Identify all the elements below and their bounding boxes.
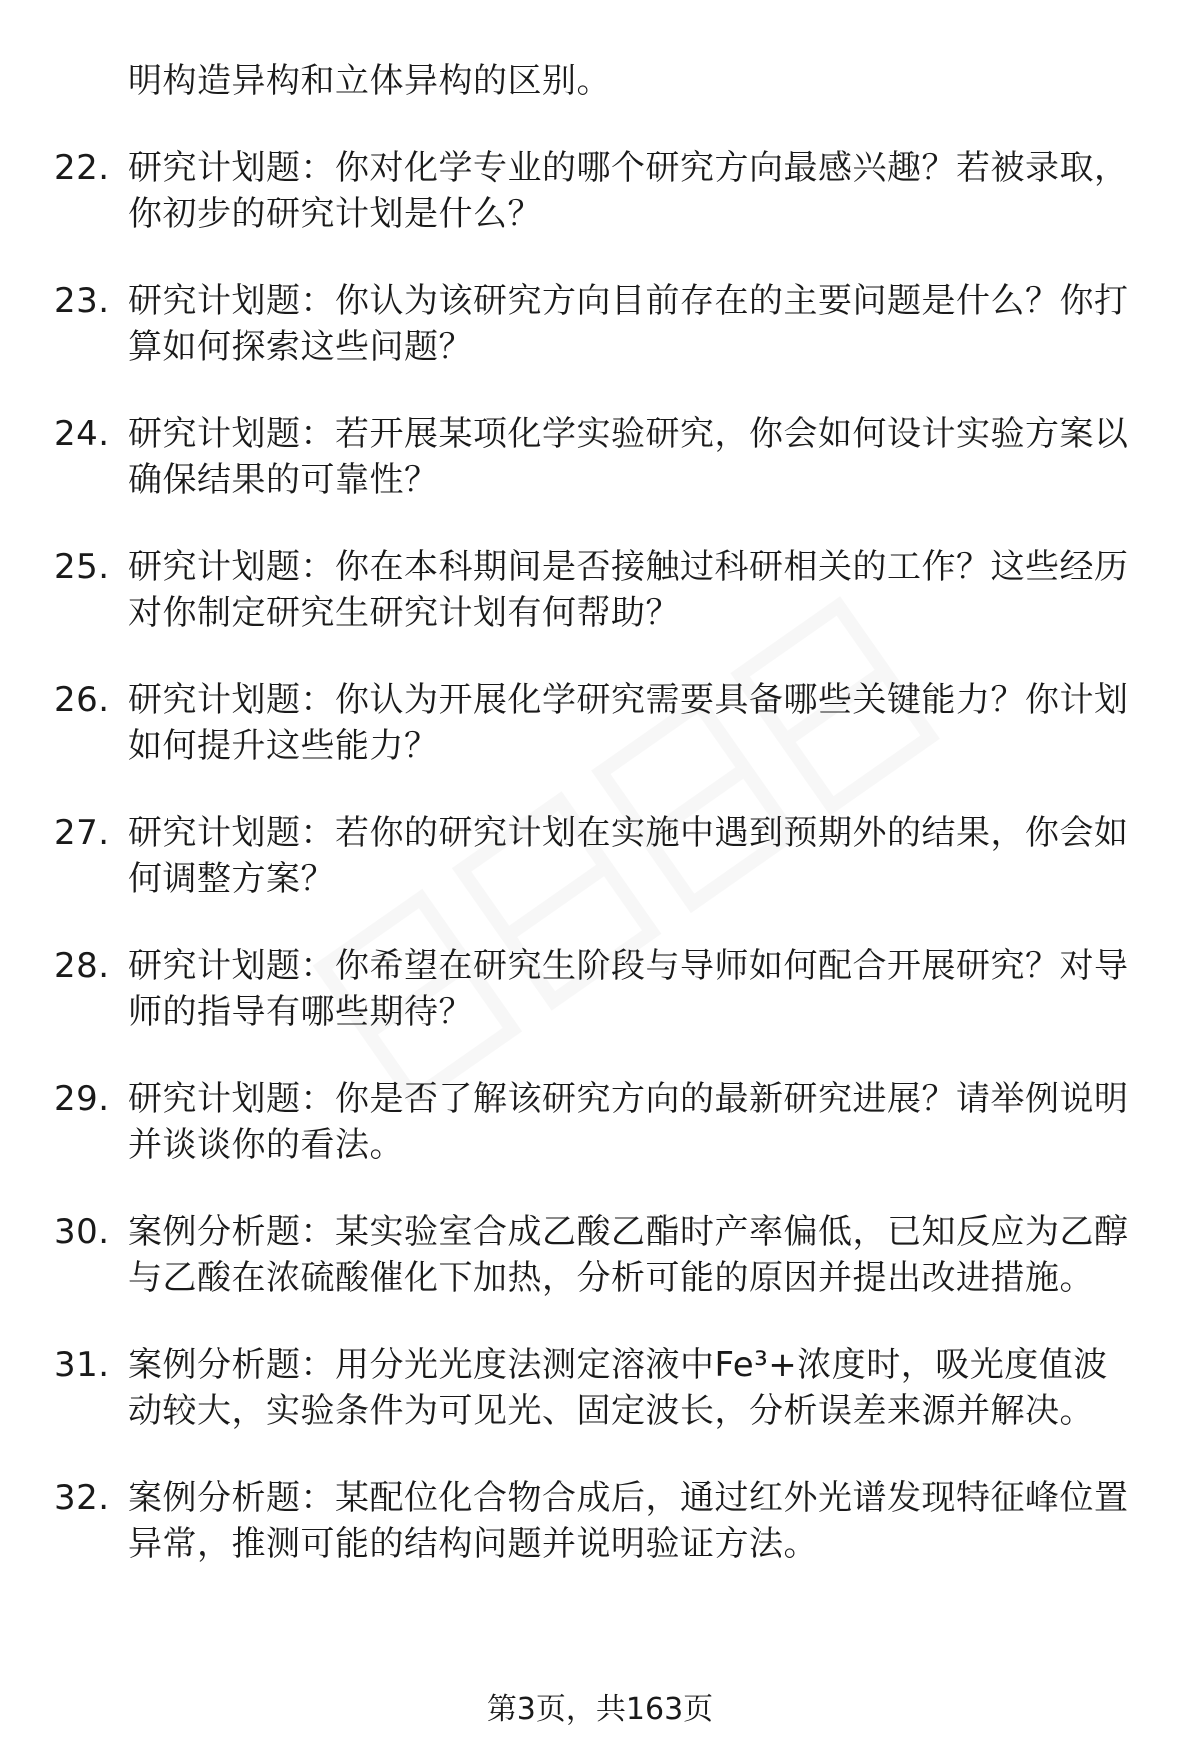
question-number: 24. — [54, 414, 110, 454]
question-text: 研究计划题：若开展某项化学实验研究，你会如何设计实验方案以确保结果的可靠性？ — [128, 414, 1129, 500]
list-item — [0, 145, 1138, 237]
question-number: 30. — [54, 1212, 110, 1252]
list-item — [0, 1475, 1138, 1567]
question-text: 研究计划题：你对化学专业的哪个研究方向最感兴趣？若被录取，你初步的研究计划是什么？ — [128, 148, 1129, 234]
question-text: 研究计划题：你希望在研究生阶段与导师如何配合开展研究？对导师的指导有哪些期待？ — [128, 946, 1129, 1032]
list-item — [0, 278, 1138, 370]
question-number: 25. — [54, 547, 110, 587]
continuation-text: 明构造异构和立体异构的区别。 — [128, 61, 611, 101]
question-number: 29. — [54, 1079, 110, 1119]
question-text: 研究计划题：你认为该研究方向目前存在的主要问题是什么？你打算如何探索这些问题？ — [128, 281, 1129, 367]
list-item — [0, 544, 1138, 636]
list-item — [0, 810, 1138, 902]
question-text: 案例分析题：某实验室合成乙酸乙酯时产率偏低，已知反应为乙醇与乙酸在浓硫酸催化下加热，分析可能的原因并提出改进措施。 — [128, 1212, 1129, 1298]
question-text: 研究计划题：你在本科期间是否接触过科研相关的工作？这些经历对你制定研究生研究计划有何帮助？ — [128, 547, 1129, 633]
question-number: 27. — [54, 813, 110, 853]
list-item — [0, 411, 1138, 503]
question-number: 23. — [54, 281, 110, 321]
list-item — [0, 1076, 1138, 1168]
list-item — [0, 1209, 1138, 1301]
question-number: 28. — [54, 946, 110, 986]
question-number: 22. — [54, 148, 110, 188]
question-number: 26. — [54, 680, 110, 720]
question-number: 32. — [54, 1478, 110, 1518]
question-number: 31. — [54, 1345, 110, 1385]
list-item — [0, 677, 1138, 769]
question-text: 研究计划题：你是否了解该研究方向的最新研究进展？请举例说明并谈谈你的看法。 — [128, 1079, 1129, 1165]
question-text: 研究计划题：若你的研究计划在实施中遇到预期外的结果，你会如何调整方案？ — [128, 813, 1129, 899]
list-item — [0, 1342, 1138, 1434]
question-text: 案例分析题：用分光光度法测定溶液中Fe³+浓度时，吸光度值波动较大，实验条件为可见光、固定波长，分析误差来源并解决。 — [128, 1345, 1108, 1431]
list-item — [0, 943, 1138, 1035]
question-list — [0, 145, 1200, 1608]
page-number-footer: 第3页，共163页 — [486, 1692, 714, 1727]
question-text: 案例分析题：某配位化合物合成后，通过红外光谱发现特征峰位置异常，推测可能的结构问题并说明验证方法。 — [128, 1478, 1129, 1564]
question-text: 研究计划题：你认为开展化学研究需要具备哪些关键能力？你计划如何提升这些能力？ — [128, 680, 1129, 766]
